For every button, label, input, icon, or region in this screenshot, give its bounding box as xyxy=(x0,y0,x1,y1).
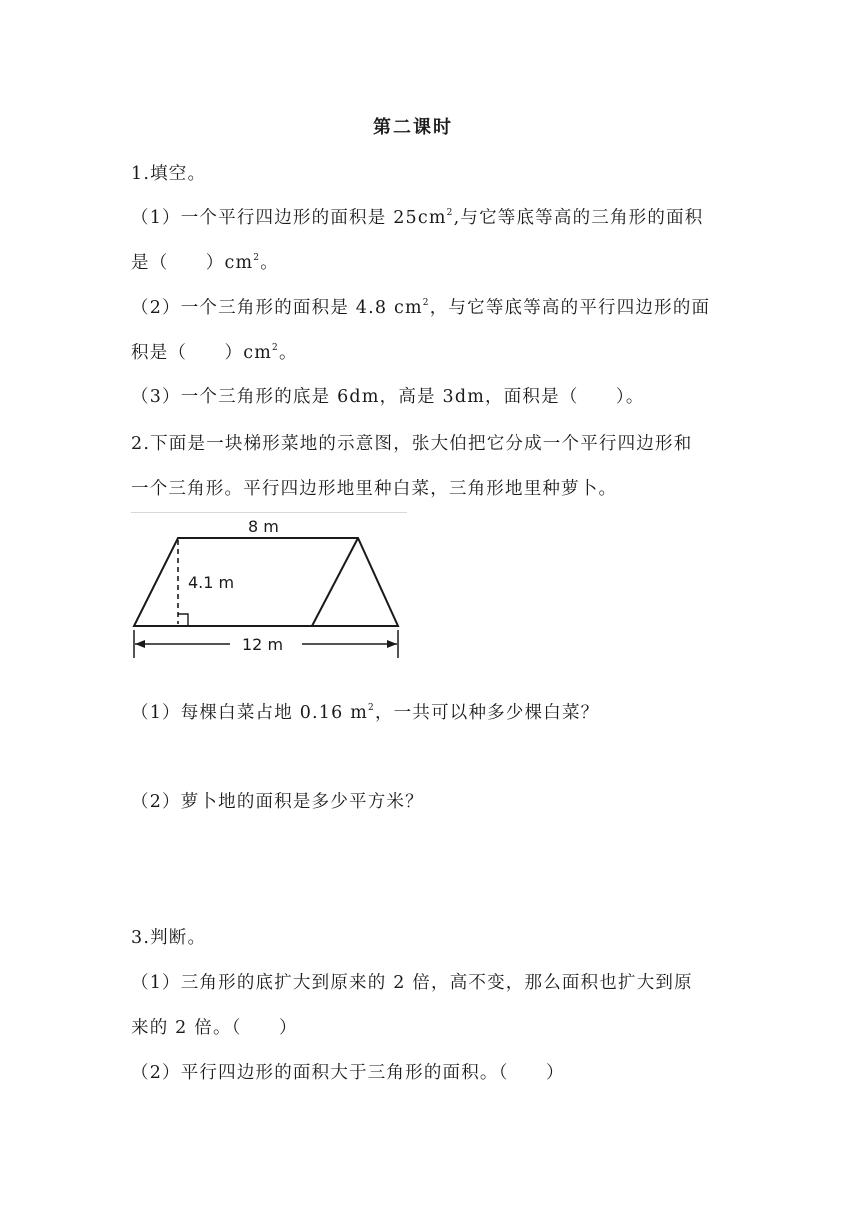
q1-part1-text-b: ,与它等底等高的三角形的面积 xyxy=(453,208,704,228)
q2-line1: 2.下面是一块梯形菜地的示意图，张大伯把它分成一个平行四边形和 xyxy=(131,434,693,454)
right-angle-marker xyxy=(178,614,188,625)
q3-part1-line1: （1）三角形的底扩大到原来的 2 倍，高不变，那么面积也扩大到原 xyxy=(131,973,693,993)
q2-sub1-text-a: （1）每棵白菜占地 0.16 m xyxy=(131,703,369,723)
q2-sub1-text-b: ，一共可以种多少棵白菜？ xyxy=(374,703,600,723)
bottom-length-label: 12 m xyxy=(242,635,284,654)
q1-part2-superscript: 2 xyxy=(422,298,430,308)
q1-part1-line1 xyxy=(131,206,703,230)
q3-part2: （2）平行四边形的面积大于三角形的面积。（ ） xyxy=(131,1063,565,1083)
height-label: 4.1 m xyxy=(188,573,235,592)
q3-part1-line2: 来的 2 倍。（ ） xyxy=(131,1018,298,1038)
separator-line xyxy=(131,512,407,513)
q1-part3: （3）一个三角形的底是 6dm，高是 3dm，面积是（ ）。 xyxy=(131,387,645,407)
q2-sub2: （2）萝卜地的面积是多少平方米？ xyxy=(131,792,424,812)
q1-part2-line2 xyxy=(131,341,298,365)
q1-heading: 1.填空。 xyxy=(131,164,207,184)
q1-part2-text-b: ，与它等底等高的平行四边形的面 xyxy=(429,298,711,318)
q1-part2-text-a: （2）一个三角形的面积是 4.8 cm xyxy=(131,298,423,318)
top-length-label: 8 m xyxy=(248,518,279,536)
q1-part1-answer-end: 。 xyxy=(260,253,279,273)
q2-sub1 xyxy=(131,701,599,725)
q1-part1-answer-text: 是（ ）cm xyxy=(131,253,254,273)
trapezoid-figure xyxy=(126,518,416,664)
q1-part1-line2 xyxy=(131,251,279,275)
q1-part2-answer-end: 。 xyxy=(278,343,298,363)
q1-part2-line1 xyxy=(131,296,710,320)
q1-part1-superscript: 2 xyxy=(446,208,454,218)
q1-part2-answer-text: 积是（ ）cm xyxy=(131,343,272,363)
dimension-arrow-left xyxy=(135,640,145,648)
q2-sub1-superscript: 2 xyxy=(368,703,375,713)
trapezoid-outline xyxy=(134,538,398,626)
q3-heading: 3.判断。 xyxy=(131,928,207,948)
q1-part1-text-a: （1）一个平行四边形的面积是 25cm xyxy=(131,208,447,228)
q1-part2-answer-superscript: 2 xyxy=(272,343,279,353)
dimension-arrow-right xyxy=(387,640,397,648)
q2-line2: 一个三角形。平行四边形地里种白菜，三角形地里种萝卜。 xyxy=(131,479,618,499)
divider-line xyxy=(312,538,358,626)
page-title: 第二课时 xyxy=(373,117,453,138)
q1-part1-answer-superscript: 2 xyxy=(253,253,261,263)
